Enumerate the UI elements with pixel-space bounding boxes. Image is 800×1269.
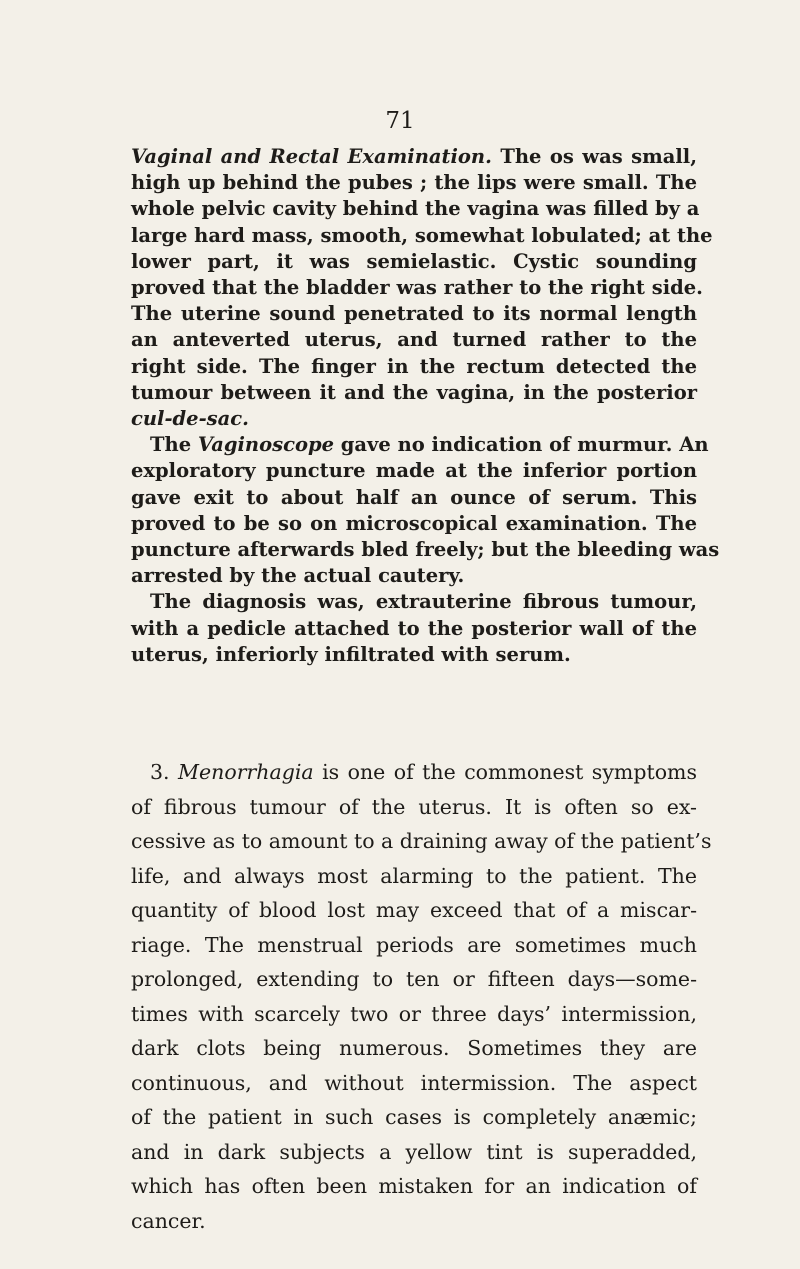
- line-text: an anteverted uterus, and turned rather to the: [131, 328, 697, 352]
- text-line: [131, 301, 697, 327]
- line-text: riage. The menstrual periods are sometimes much: [131, 932, 697, 957]
- text-line: [131, 511, 697, 537]
- text-line: [131, 196, 700, 222]
- menorrhagia-section-text: [131, 755, 712, 1238]
- italic-term: Menorrhagia: [178, 760, 314, 784]
- line-text: cancer.: [131, 1208, 206, 1233]
- text-line: [131, 893, 697, 928]
- text-line: [131, 563, 697, 589]
- text-line: [131, 997, 697, 1032]
- line-text: quantity of blood lost may exceed that of a miscar-: [131, 898, 697, 922]
- text-line: [131, 962, 697, 997]
- line-text: dark clots being numerous. Sometimes they are: [131, 1036, 697, 1060]
- line-text: which has often been mistaken for an indication of: [131, 1174, 697, 1198]
- line-text: with a pedicle attached to the posterior wall of the: [131, 616, 697, 640]
- line-text: whole pelvic cavity behind the vagina was filled by a: [131, 197, 700, 221]
- line-text: times with scarcely two or three days’ intermission,: [131, 1001, 697, 1026]
- line-text: and in dark subjects a yellow tint is superadded,: [131, 1139, 697, 1164]
- line-text: exploratory puncture made at the inferior portion: [131, 459, 697, 483]
- text-line: [131, 1066, 697, 1101]
- line-text: gave exit to about half an ounce of serum. This: [131, 485, 697, 509]
- line-text: proved that the bladder was rather to the right side.: [131, 276, 703, 300]
- line-prefix: The: [150, 433, 198, 457]
- italic-term: cul-de-sac.: [131, 407, 249, 431]
- line-text: is one of the commonest symptoms: [313, 760, 697, 784]
- text-line: [131, 1204, 697, 1239]
- text-line: [131, 537, 720, 563]
- line-text: large hard mass, smooth, somewhat lobulated; at the: [131, 223, 713, 247]
- text-line: [131, 616, 697, 642]
- text-line: [131, 859, 697, 894]
- line-text: of fibrous tumour of the uterus. It is often so ex-: [131, 794, 697, 819]
- line-text: proved to be so on microscopical examination. The: [131, 511, 697, 535]
- line-text: The diagnosis was, extrauterine fibrous tumour,: [150, 590, 697, 614]
- text-line: [131, 275, 703, 301]
- line-text: prolonged, extending to ten or fifteen days—some-: [131, 967, 697, 991]
- text-line: [131, 249, 697, 275]
- text-line: [131, 406, 697, 432]
- text-line: [131, 380, 697, 406]
- italic-term: Vaginoscope: [197, 433, 334, 457]
- line-text: puncture afterwards bled freely; but the bleeding was: [131, 538, 720, 562]
- text-line: [131, 642, 697, 668]
- text-line: [131, 928, 697, 963]
- page-number: 71: [385, 108, 415, 134]
- text-line: [131, 354, 697, 380]
- line-text: life, and always most alarming to the patient. The: [131, 863, 697, 888]
- text-line: [131, 1135, 697, 1170]
- line-text: gave no indication of murmur. An: [334, 433, 709, 457]
- line-prefix: 3.: [150, 760, 179, 784]
- line-text: continuous, and without intermission. The aspect: [131, 1070, 697, 1095]
- line-text: uterus, inferiorly infiltrated with serum.: [131, 642, 571, 666]
- line-text: right side. The finger in the rectum detected the: [131, 354, 697, 378]
- line-text: The os was small,: [491, 145, 697, 168]
- line-text: arrested by the actual cautery.: [131, 564, 465, 588]
- line-text: lower part, it was semielastic. Cystic sounding: [131, 249, 697, 273]
- italic-term: Vaginal and Rectal Examination.: [131, 145, 492, 168]
- text-line: [131, 458, 697, 484]
- line-text: tumour between it and the vagina, in the posterior: [131, 380, 697, 404]
- text-line: [131, 1100, 697, 1135]
- line-text: high up behind the pubes ; the lips were small. The: [131, 171, 697, 195]
- text-line: [131, 824, 712, 859]
- line-text: of the patient in such cases is completely anæmic;: [131, 1105, 697, 1129]
- text-line: [131, 170, 697, 196]
- case-report-text: [131, 144, 720, 668]
- text-line: [131, 485, 697, 511]
- text-line: [131, 589, 697, 615]
- text-line: [131, 327, 697, 353]
- text-line: [131, 1031, 697, 1066]
- text-line: [131, 790, 697, 825]
- text-line: [131, 144, 697, 170]
- line-text: The uterine sound penetrated to its normal length: [131, 302, 697, 326]
- text-line: [131, 223, 713, 249]
- line-text: cessive as to amount to a draining away of the patient’s: [131, 829, 712, 853]
- text-line: [131, 432, 709, 458]
- text-line: [131, 1169, 697, 1204]
- text-line: [131, 755, 697, 790]
